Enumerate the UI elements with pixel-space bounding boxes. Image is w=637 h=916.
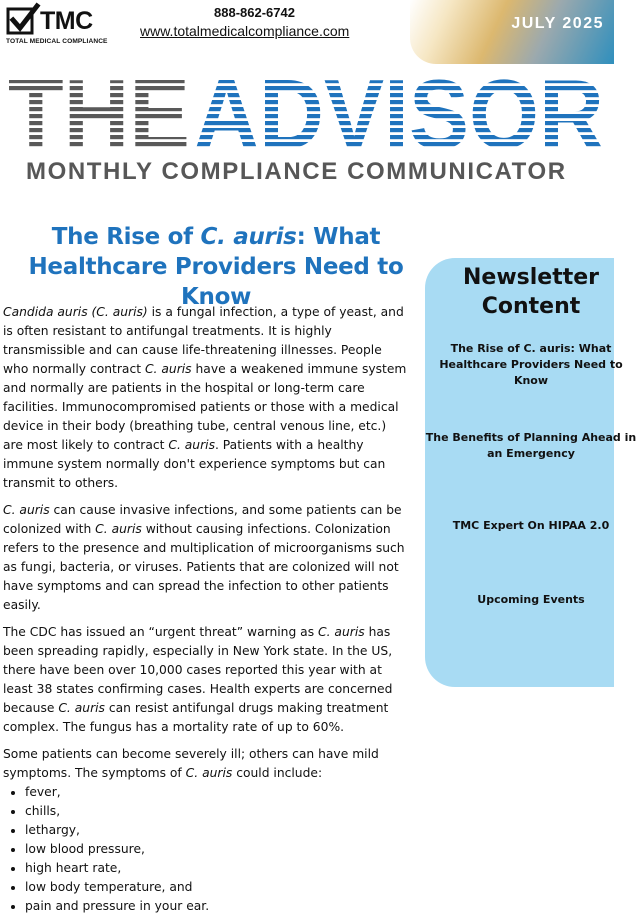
list-item: • pain and pressure in your ear. <box>25 897 409 916</box>
list-item: • chills, <box>25 802 409 821</box>
phone-number: 888-862-6742 <box>214 5 295 20</box>
checkbox-check-icon <box>6 4 40 38</box>
list-item: • high heart rate, <box>25 859 409 878</box>
masthead-the: THE <box>8 59 190 169</box>
article-body <box>3 303 409 916</box>
masthead <box>8 59 606 169</box>
article-title: The Rise of C. auris: What Healthcare Providers Need to Know <box>28 224 404 311</box>
list-item: • low body temperature, and <box>25 878 409 897</box>
list-item: • fever, <box>25 783 409 802</box>
newsletter-content-sidebar <box>425 258 637 687</box>
symptom-list <box>3 783 409 916</box>
paragraph-intro: Candida auris (C. auris) is a fungal infection, a type of yeast, and is often resistant to antifungal treatments. It is highly transmissible and can cause life-threatening illnesses. People who normally contract C. auris have a weakened immune system and normally are patients in the hospital or long-term care facilities. Immunocompromised patients or those with a medical device in their body (breathing tube, central venous line, etc.) are most likely to contract C. auris. Patients with a healthy immune system normally don't experience symptoms but can transmit to others. <box>3 305 407 490</box>
sidebar-heading: Newsletter Content <box>462 265 600 319</box>
logo-text: TMC <box>40 7 93 35</box>
sidebar-item-c-auris[interactable]: The Rise of C. auris: What Healthcare Providers Need to Know <box>439 342 623 387</box>
masthead-tagline: MONTHLY COMPLIANCE COMMUNICATOR <box>26 158 567 185</box>
sidebar-item-hipaa[interactable]: TMC Expert On HIPAA 2.0 <box>452 519 610 532</box>
logo-subtitle: TOTAL MEDICAL COMPLIANCE <box>6 38 108 45</box>
list-item: • low blood pressure, <box>25 840 409 859</box>
paragraph-symptoms: Some patients can become severely ill; others can have mild symptoms. The symptoms of C. auris could include: <box>3 747 379 780</box>
sidebar-item-upcoming-events[interactable]: Upcoming Events <box>477 593 585 606</box>
paragraph-cdc: The CDC has issued an “urgent threat” warning as C. auris has been spreading rapidly, especially in New York state. In the US, there have been over 10,000 cases reported this year with at least 38 states confirming cases. Health experts are concerned because C. auris can resist antifungal drugs making treatment complex. The fungus has a mortality rate of up to 60%. <box>3 625 393 734</box>
website-link[interactable]: www.totalmedicalcompliance.com <box>140 23 350 39</box>
date-banner <box>410 0 614 64</box>
list-item: • lethargy, <box>25 821 409 840</box>
masthead-advisor: ADVISOR <box>194 59 604 169</box>
sidebar-item-emergency-planning[interactable]: The Benefits of Planning Ahead in an Emergency <box>425 431 637 460</box>
tmc-logo <box>6 4 124 48</box>
issue-date: JULY 2025 <box>511 15 604 32</box>
paragraph-colonization: C. auris can cause invasive infections, and some patients can be colonized with C. auris without causing infections. Colonization refers to the presence and multiplication of microorganisms such as fungi, bacteria, or viruses. Patients that are colonized will not have symptoms and can spread the infection to other patients easily. <box>3 503 405 612</box>
